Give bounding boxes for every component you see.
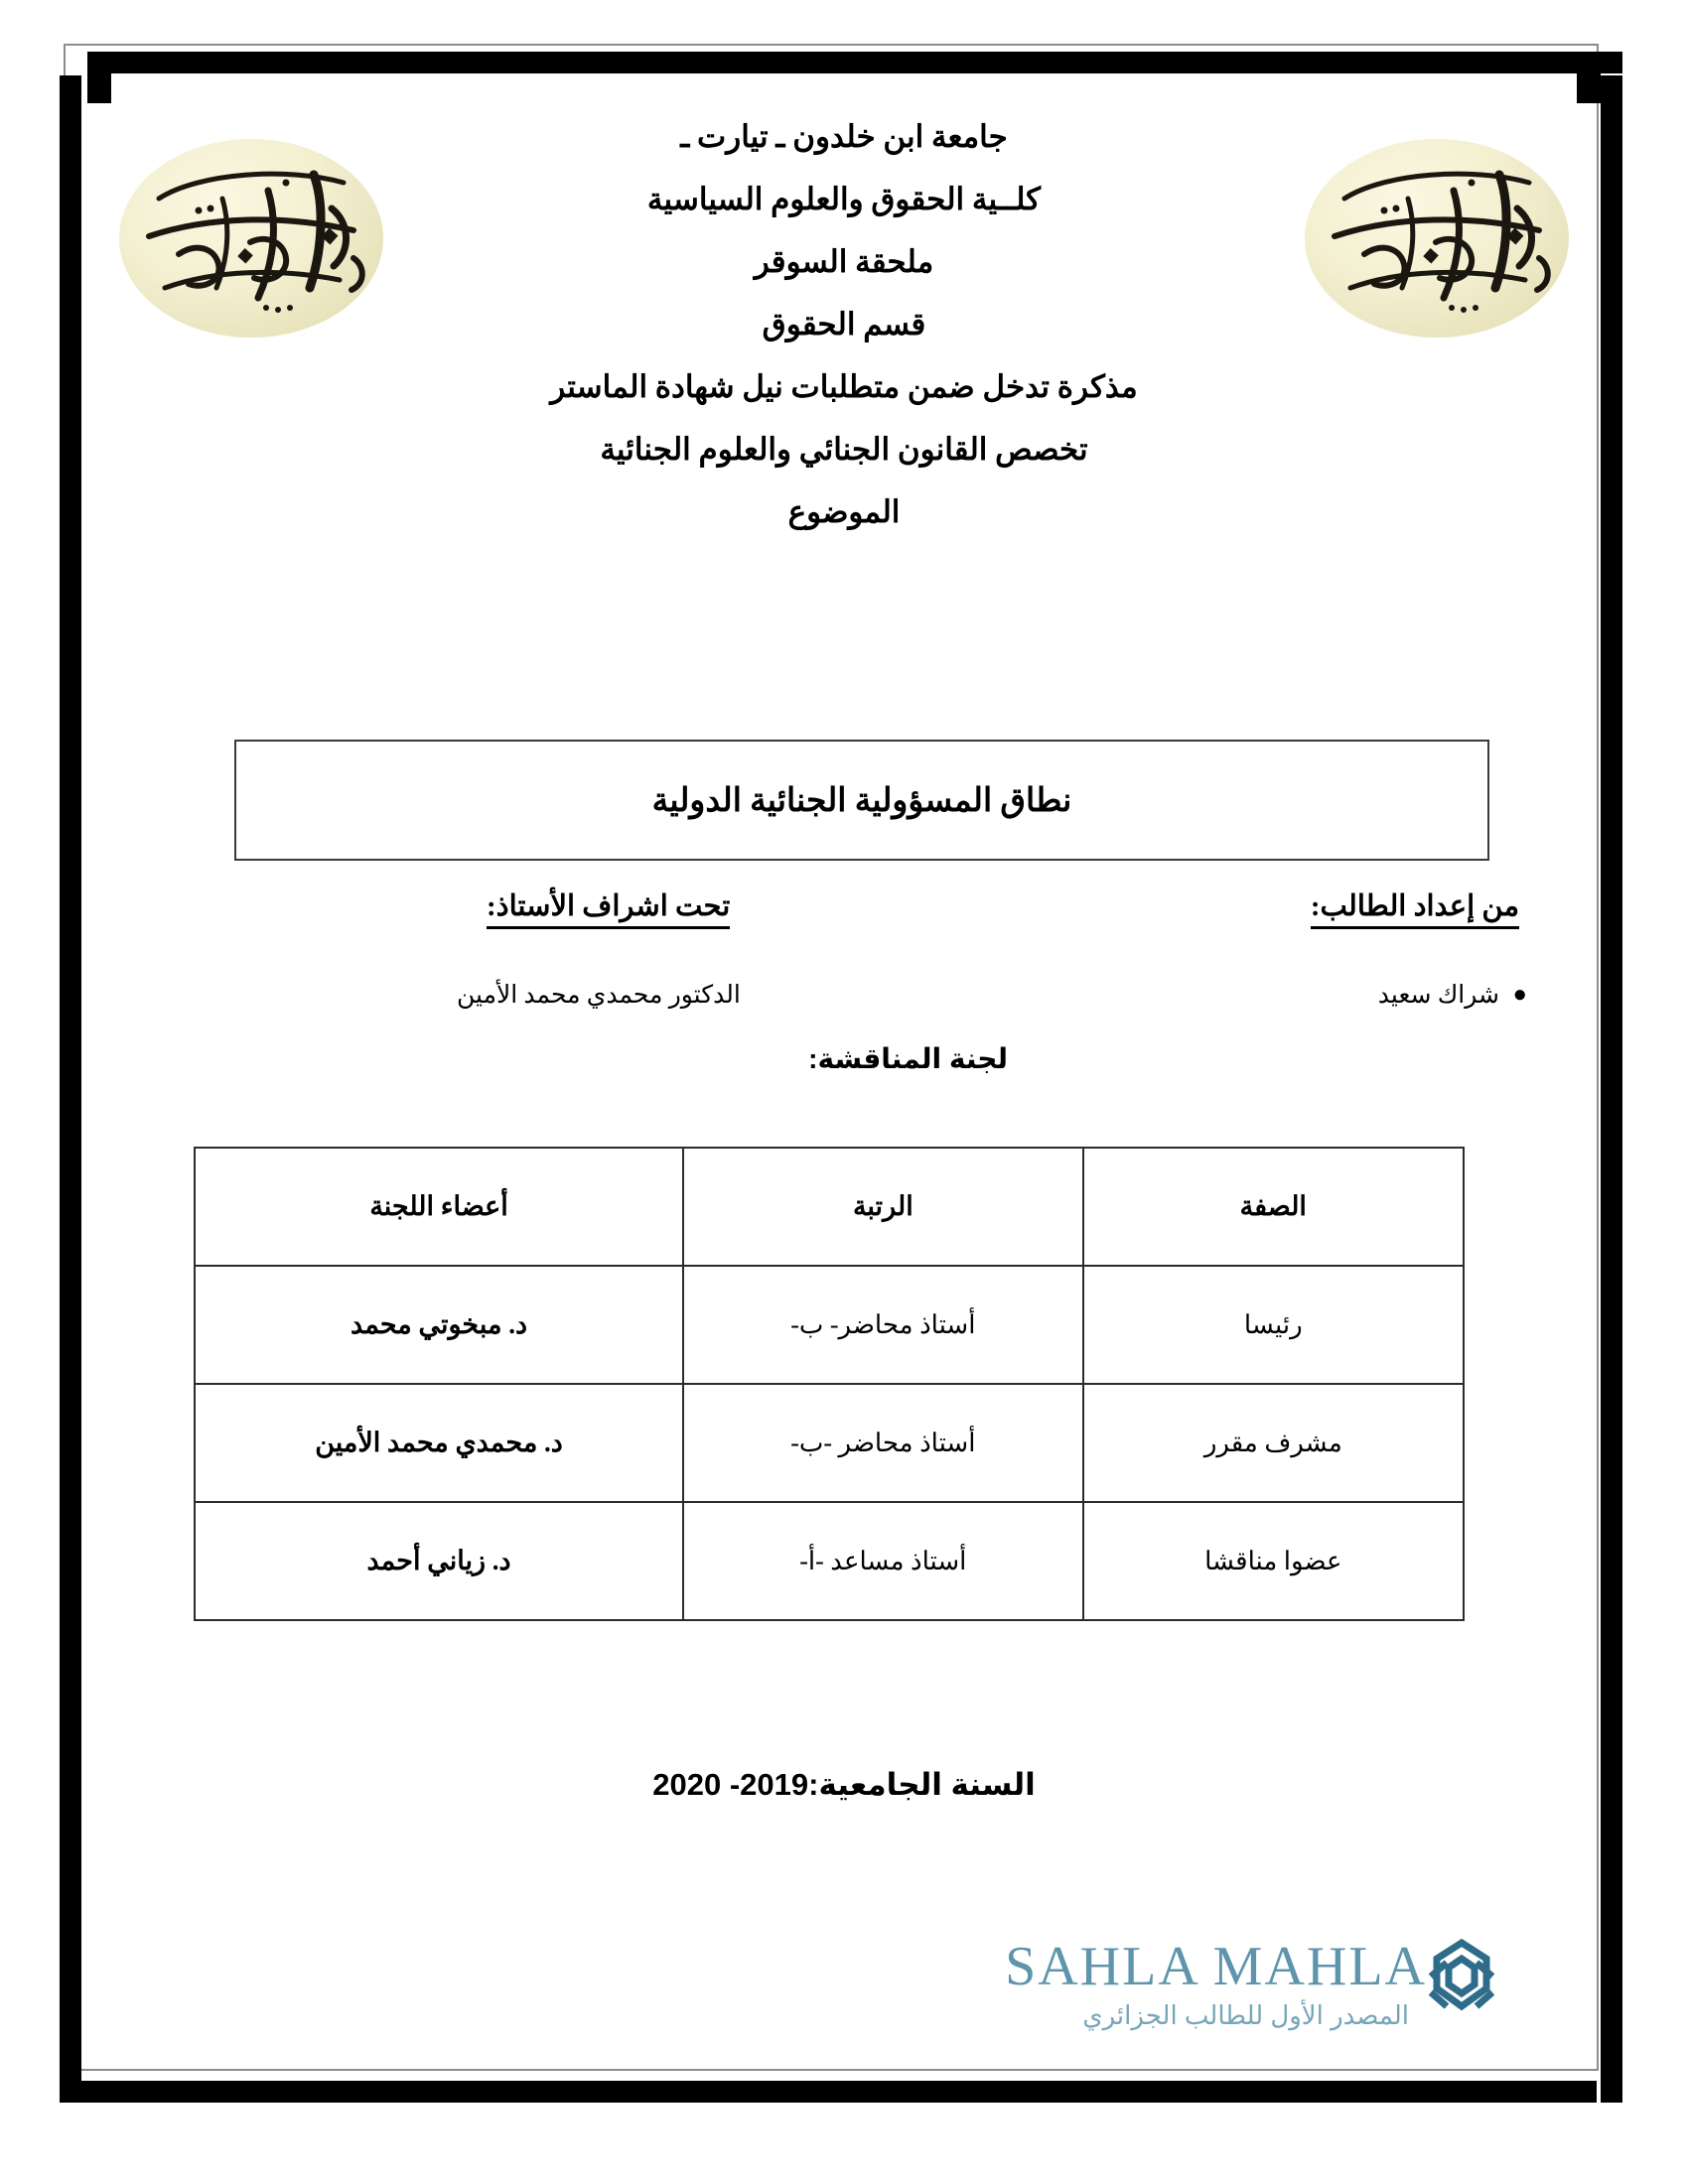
committee-label: لجنة المناقشة: — [808, 1043, 1008, 1074]
cell-role: مشرف مقرر — [1083, 1384, 1464, 1502]
watermark-brand: SAHLA MAHLA — [1005, 1936, 1427, 1997]
column-header-role: الصفة — [1083, 1148, 1464, 1266]
thesis-title: نطاق المسؤولية الجنائية الدولية — [651, 783, 1072, 819]
cell-member: د. مبخوتي محمد — [195, 1266, 683, 1384]
header-line-department: قسم الحقوق — [762, 307, 926, 341]
page-border-top — [87, 52, 1622, 73]
header-line-subject-label: الموضوع — [787, 494, 901, 529]
header-line-annex: ملحقة السوقر — [754, 244, 934, 279]
cell-role: عضوا مناقشا — [1083, 1502, 1464, 1620]
table-header-row — [195, 1148, 1464, 1266]
header-block — [109, 99, 1579, 615]
document-content — [109, 99, 1579, 2065]
cell-member: د. محمدي محمد الأمين — [195, 1384, 683, 1502]
people-row — [169, 888, 1529, 1027]
student-name: شراك سعيد — [1377, 982, 1499, 1009]
cell-rank: أستاذ محاضر -ب- — [683, 1384, 1083, 1502]
watermark — [909, 1921, 1504, 2070]
page-border-corner-top-right — [1577, 73, 1601, 103]
header-line-degree: مذكرة تدخل ضمن متطلبات نيل شهادة الماستر — [550, 369, 1138, 404]
header-line-specialty: تخصص القانون الجنائي والعلوم الجنائية — [600, 432, 1088, 467]
cell-member: د. زياني أحمد — [195, 1502, 683, 1620]
header-line-faculty: كلــية الحقوق والعلوم السياسية — [646, 182, 1042, 216]
column-header-rank: الرتبة — [683, 1148, 1083, 1266]
academic-year: السنة الجامعية:2019- 2020 — [652, 1767, 1036, 1802]
page-border-left — [60, 75, 81, 2103]
table-row — [195, 1384, 1464, 1502]
column-header-member: أعضاء اللجنة — [195, 1148, 683, 1266]
cell-rank: أستاذ محاضر- ب- — [683, 1266, 1083, 1384]
committee-table — [194, 1147, 1465, 1621]
table-row — [195, 1266, 1464, 1384]
university-seal-right-icon — [1305, 139, 1569, 338]
supervisor-heading: تحت اشراف الأستاذ: — [487, 888, 730, 929]
table-row — [195, 1502, 1464, 1620]
watermark-tagline: المصدر الأول للطالب الجزائري — [1082, 2000, 1409, 2030]
cell-role: رئيسا — [1083, 1266, 1464, 1384]
header-line-university: جامعة ابن خلدون ـ تيارت ـ — [680, 119, 1008, 154]
supervisor-name: الدكتور محمدي محمد الأمين — [457, 982, 741, 1009]
header-text-lines — [407, 121, 1281, 559]
page-border-bottom — [60, 2081, 1597, 2103]
page-border-right — [1601, 75, 1622, 2103]
student-bullet-icon: ● — [1512, 982, 1527, 1008]
thesis-title-box — [234, 740, 1489, 861]
university-seal-left-icon — [119, 139, 383, 338]
page-border-corner-top-left — [87, 73, 111, 103]
watermark-logo-icon — [1425, 1937, 1498, 2028]
cell-rank: أستاذ مساعد -أ- — [683, 1502, 1083, 1620]
student-heading: من إعداد الطالب: — [1311, 888, 1519, 929]
